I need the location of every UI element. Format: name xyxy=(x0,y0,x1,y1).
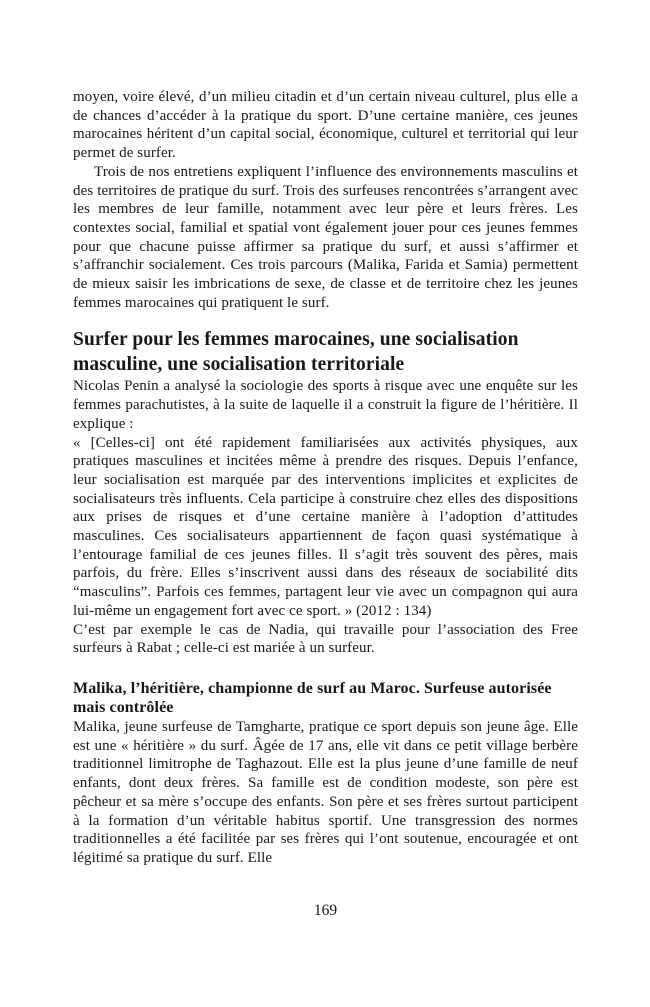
paragraph-nicolas-penin: Nicolas Penin a analysé la sociologie des sports à risque avec une enquête sur les femmes parachutistes, à la suite de laquelle il a construit la figure de l’héritière. Il explique : xyxy=(73,378,578,432)
section-heading: Surfer pour les femmes marocaines, une socialisation masculine, une socialisation territoriale xyxy=(73,329,519,376)
paragraph-malika: Malika, jeune surfeuse de Tamgharte, pratique ce sport depuis son jeune âge. Elle est une « héritière » du surf. Âgée de 17 ans, elle vit dans ce petit village berbère traditionnel limitrophe de Taghazout. Elle est la plus jeune d’une famille de neuf enfants, dont deux frères. Sa famille est de condition modeste, son père est pêcheur et sa mère s’occupe des enfants. Son père et ses frères surtout participent à la formation d’un véritable habitus sportif. Une transgression des normes traditionnelles a été facilitée par ses frères qui l’ont soutenue, encouragée et ont légitimé sa pratique du surf. Elle xyxy=(73,718,578,866)
paragraph-entretiens: Trois de nos entretiens expliquent l’influence des environnements masculins et des territoires de pratique du surf. Trois des surfeuses rencontrées s’arrangent avec les membres de leur famille, notamment avec leur père et leurs frères. Les contextes social, familial et spatial vont également jouer pour ces jeunes femmes pour que chacune puisse affirmer sa pratique du surf, et aussi s’affirmer et s’affranchir socialement. Ces trois parcours (Malika, Farida et Samia) permettent de mieux saisir les imbrications de sexe, de classe et de territoire chez les jeunes femmes marocaines qui pratiquent le surf. xyxy=(73,163,578,311)
paragraph-nadia: C’est par exemple le cas de Nadia, qui travaille pour l’association des Free surfeurs à Rabat ; celle-ci est mariée à un surfeur. xyxy=(73,621,578,657)
block-quote-paragraph: « [Celles-ci] ont été rapidement familiarisées aux activités physiques, aux pratiques masculines et incitées même à prendre des risques. Depuis l’enfance, leur socialisation est marquée par des interventions implicites et explicites de socialisateurs très influents. Cela participe à construire chez elles des dispositions aux prises de risques et d’une certaine manière à l’adoption d’attitudes masculines. Ces socialisateurs appartiennent de façon quasi systématique à l’entourage familial de ces jeunes filles. Il s’agit très souvent des pères, mais parfois, du frère. Elles s’inscrivent aussi dans des réseaux de sociabilité dits “masculins”. Parfois ces femmes, partagent leur vie avec un compagnon qui aura lui-même un engagement fort avec ce sport. » (2012 : 134) xyxy=(73,434,578,619)
paragraph-continuation: moyen, voire élevé, d’un milieu citadin et d’un certain niveau culturel, plus elle a de chances d’accéder à la pratique du sport. D’une certaine manière, ces jeunes marocaines héritent d’un capital social, économique, culturel et territorial qui leur permet de surfer. xyxy=(73,89,578,162)
subsection-heading: Malika, l’héritière, championne de surf au Maroc. Surfeuse autorisée mais contrôlée xyxy=(73,679,552,717)
page-number: 169 xyxy=(313,901,338,919)
